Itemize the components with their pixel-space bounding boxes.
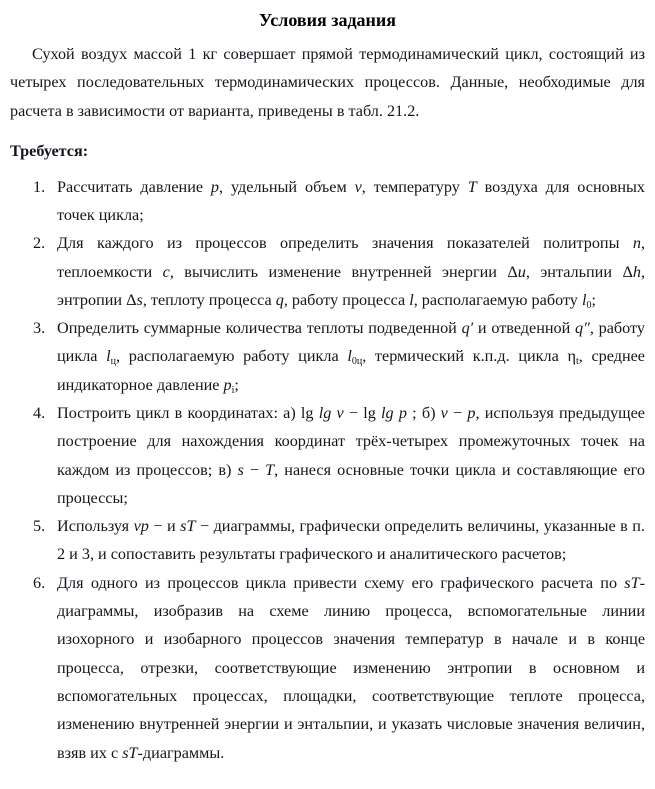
math-subscript: t <box>575 356 579 368</box>
list-item-text <box>57 512 645 569</box>
list-item <box>10 229 645 314</box>
text-run: Для каждого из процессов определить значения показателей политропы <box>57 234 633 253</box>
text-run: -диаграммы, изобразив на схеме линию процесса, вспомогательные линии изохорного и изобарного процессов значения температур в начале и в конце процесса, отрезки, соответствующие изменению энтропии в основном и вспомогательных процессах, площадки, соответствующие теплоте процесса, изменению внутренней энергии и энтальпии, и указать числовые значения величин, взяв их с <box>57 573 645 762</box>
math-variable: T <box>265 460 275 479</box>
text-run: − <box>447 404 468 422</box>
text-run: , работу цикла <box>57 319 645 366</box>
text-run: − lg <box>343 404 382 422</box>
math-subscript: i <box>231 384 235 396</box>
math-variable: v <box>354 177 362 196</box>
text-run: ; <box>591 290 596 309</box>
math-variable: vp <box>133 517 149 536</box>
math-subscript: 0ц <box>351 356 363 368</box>
text-run: -диаграммы. <box>137 743 225 762</box>
text-run: Для одного из процессов цикла привести схему его графического расчета по <box>57 573 625 592</box>
text-run: − и <box>148 517 181 536</box>
text-run: , термический к.п.д. цикла η <box>362 347 576 366</box>
math-variable: q′ <box>461 319 474 338</box>
text-run: − <box>243 460 266 479</box>
math-variable: s <box>136 290 143 309</box>
text-run: и отведенной <box>473 319 576 338</box>
math-variable: sT <box>122 743 138 762</box>
math-variable: c <box>162 262 170 281</box>
list-item-number: 5. <box>33 517 46 536</box>
task-list <box>10 173 645 767</box>
required-label: Требуется: <box>10 142 89 161</box>
math-variable: l <box>347 347 352 366</box>
text-run: , теплоту процесса <box>142 290 276 309</box>
math-variable: lg p <box>381 404 407 422</box>
list-item-number: 6. <box>33 573 46 592</box>
text-run: ; <box>234 375 239 394</box>
math-variable: h <box>632 262 641 281</box>
math-variable: n <box>632 234 641 253</box>
text-run: Построить цикл в координатах: а) lg <box>57 404 319 422</box>
list-item-text <box>57 569 645 767</box>
math-variable: sT <box>624 573 640 592</box>
list-item <box>10 399 645 512</box>
list-item-number: 4. <box>33 404 46 422</box>
text-run: , температуру <box>361 177 468 196</box>
math-subscript: 0 <box>586 299 592 311</box>
text-run: Используя <box>57 517 134 536</box>
text-run: Сухой воздух массой 1 кг совершает прямой термодинамический цикл, состоящий из четырех последовательных термодинамических процессов. Данные, необходимые для расчета в зависимости от варианта, приведены в табл. 21.2. <box>10 45 645 120</box>
list-item-text <box>57 399 645 512</box>
list-item <box>10 569 645 767</box>
math-variable: sT <box>180 517 196 536</box>
math-variable: u <box>517 262 526 281</box>
list-item <box>10 314 645 399</box>
math-variable: p <box>467 404 476 422</box>
list-item-number: 2. <box>33 234 46 253</box>
list-item <box>10 173 645 230</box>
math-variable: T <box>467 177 477 196</box>
text-run: , работу процесса <box>283 290 410 309</box>
text-run: , используя предыдущее построение для нахождения координат трёх-четырех промежуточных точек на каждом из процессов; в) <box>57 404 645 479</box>
math-variable: lg v <box>318 404 344 422</box>
text-run: , располагаемую работу цикла <box>116 347 348 366</box>
list-item-text <box>57 173 645 230</box>
math-variable: l <box>106 347 111 366</box>
list-item-number: 1. <box>33 177 46 196</box>
list-item-text <box>57 229 645 314</box>
list-item-text <box>57 314 645 399</box>
math-variable: s <box>237 460 244 479</box>
math-subscript: ц <box>110 356 117 368</box>
text-run: , нанеся основные точки цикла и составляющие его процессы; <box>57 460 645 507</box>
text-run: , среднее индикаторное давление <box>57 347 645 394</box>
text-run: − диаграммы, графически определить величины, указанные в п. 2 и 3, и сопоставить результаты графического и аналитического расчетов; <box>57 517 645 564</box>
math-variable: l <box>581 290 587 309</box>
text-run: Рассчитать давление <box>57 177 211 196</box>
math-variable: q″ <box>575 319 590 338</box>
math-variable: q <box>275 290 284 309</box>
text-run: Определить суммарные количества теплоты подведенной <box>57 319 462 338</box>
text-run: ; б) <box>406 404 441 422</box>
text-run: , вычислить изменение внутренней энергии Δ <box>169 262 518 281</box>
text-run: , теплоемкости <box>57 234 645 281</box>
page-title: Условия задания <box>258 10 397 30</box>
intro-paragraph <box>10 40 645 125</box>
text-run: , энтропии Δ <box>57 262 645 309</box>
text-run: воздуха для основных точек цикла; <box>57 177 645 224</box>
math-variable: l <box>409 290 414 309</box>
text-run: , энтальпии Δ <box>525 262 633 281</box>
math-variable: p <box>223 375 232 394</box>
text-run: , удельный объем <box>219 177 355 196</box>
math-variable: p <box>210 177 220 196</box>
list-item-number: 3. <box>33 319 46 338</box>
list-item <box>10 512 645 569</box>
math-variable: v <box>440 404 448 422</box>
text-run: , располагаемую работу <box>413 290 582 309</box>
